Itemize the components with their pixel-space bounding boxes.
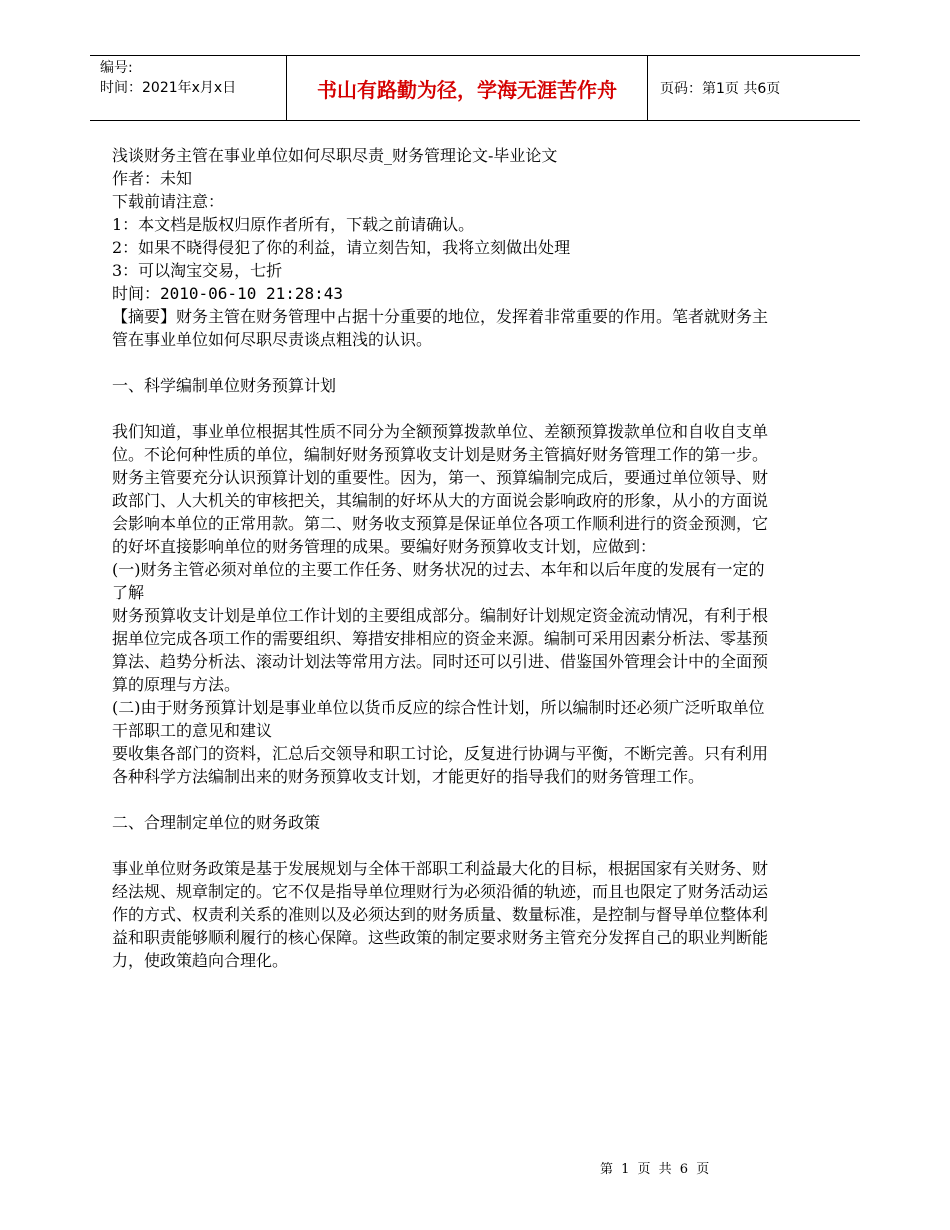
section-1-paragraph-2: 财务预算收支计划是单位工作计划的主要组成部分。编制好计划规定资金流动情况，有利于根据单位完成各项工作的需要组织、筹措安排相应的资金来源。编制可采用因素分析法、零基预算法、趋势分析法、滚动计划法等常用方法。同时还可以引进、借鉴国外管理会计中的全面预算的原理与方法。 <box>112 606 769 694</box>
header-info-cell <box>90 56 286 120</box>
section-1-subheading-2: (二)由于财务预算计划是事业单位以货币反应的综合性计划，所以编制时还必须广泛听取单位干部职工的意见和建议 <box>112 698 765 740</box>
header-time: 时间：2021年x月x日 <box>100 80 237 96</box>
abstract-paragraph: 【摘要】财务主管在财务管理中占据十分重要的地位，发挥着非常重要的作用。笔者就财务主管在事业单位如何尽职尽责谈点粗浅的认识。 <box>112 307 769 349</box>
page-header <box>90 55 860 121</box>
notice-item-2: 2：如果不晓得侵犯了你的利益，请立刻告知，我将立刻做出处理 <box>112 238 571 257</box>
blank-line <box>112 788 772 811</box>
section-1-paragraph-1: 我们知道，事业单位根据其性质不同分为全额预算拨款单位、差额预算拨款单位和自收自支单位。不论何种性质的单位，编制好财务预算收支计划是财务主管搞好财务管理工作的第一步。财务主管要充分认识预算计划的重要性。因为，第一、预算编制完成后，要通过单位领导、财政部门、人大机关的审核把关，其编制的好坏从大的方面说会影响政府的形象，从小的方面说会影响本单位的正常用款。第二、财务收支预算是保证单位各项工作顺利进行的资金预测，它的好坏直接影响单位的财务管理的成果。要编好财务预算收支计划，应做到： <box>112 422 769 556</box>
header-page-info: 页码：第1页 共6页 <box>660 81 781 97</box>
section-2-heading: 二、合理制定单位的财务政策 <box>112 813 321 832</box>
page-footer: 第 1 页 共 6 页 <box>600 1162 712 1177</box>
notice-item-1: 1：本文档是版权归原作者所有，下载之前请确认。 <box>112 215 475 234</box>
notice-heading: 下载前请注意： <box>112 192 225 211</box>
doc-number-label: 编号: <box>100 60 133 76</box>
blank-line <box>112 351 772 374</box>
blank-line <box>112 397 772 420</box>
section-1-subheading-1: (一)财务主管必须对单位的主要工作任务、财务状况的过去、本年和以后年度的发展有一定的了解 <box>112 560 765 602</box>
document-body <box>112 144 772 972</box>
header-motto: 书山有路勤为径，学海无涯苦作舟 <box>286 56 648 120</box>
section-2-paragraph-1: 事业单位财务政策是基于发展规划与全体干部职工利益最大化的目标，根据国家有关财务、财经法规、规章制定的。它不仅是指导单位理财行为必须沿循的轨迹，而且也限定了财务活动运作的方式、权责利关系的准则以及必须达到的财务质量、数量标准，是控制与督导单位整体利益和职责能够顺利履行的核心保障。这些政策的制定要求财务主管充分发挥自己的职业判断能力，使政策趋向合理化。 <box>112 859 769 970</box>
section-1-paragraph-3: 要收集各部门的资料，汇总后交领导和职工讨论，反复进行协调与平衡，不断完善。只有利用各种科学方法编制出来的财务预算收支计划，才能更好的指导我们的财务管理工作。 <box>112 744 769 786</box>
section-1-heading: 一、科学编制单位财务预算计划 <box>112 376 337 395</box>
notice-item-3: 3：可以淘宝交易，七折 <box>112 261 283 280</box>
article-author: 作者：未知 <box>112 169 193 188</box>
article-time: 时间：2010-06-10 21:28:43 <box>112 284 344 303</box>
blank-line <box>112 834 772 857</box>
article-title: 浅谈财务主管在事业单位如何尽职尽责_财务管理论文-毕业论文 <box>112 146 558 165</box>
